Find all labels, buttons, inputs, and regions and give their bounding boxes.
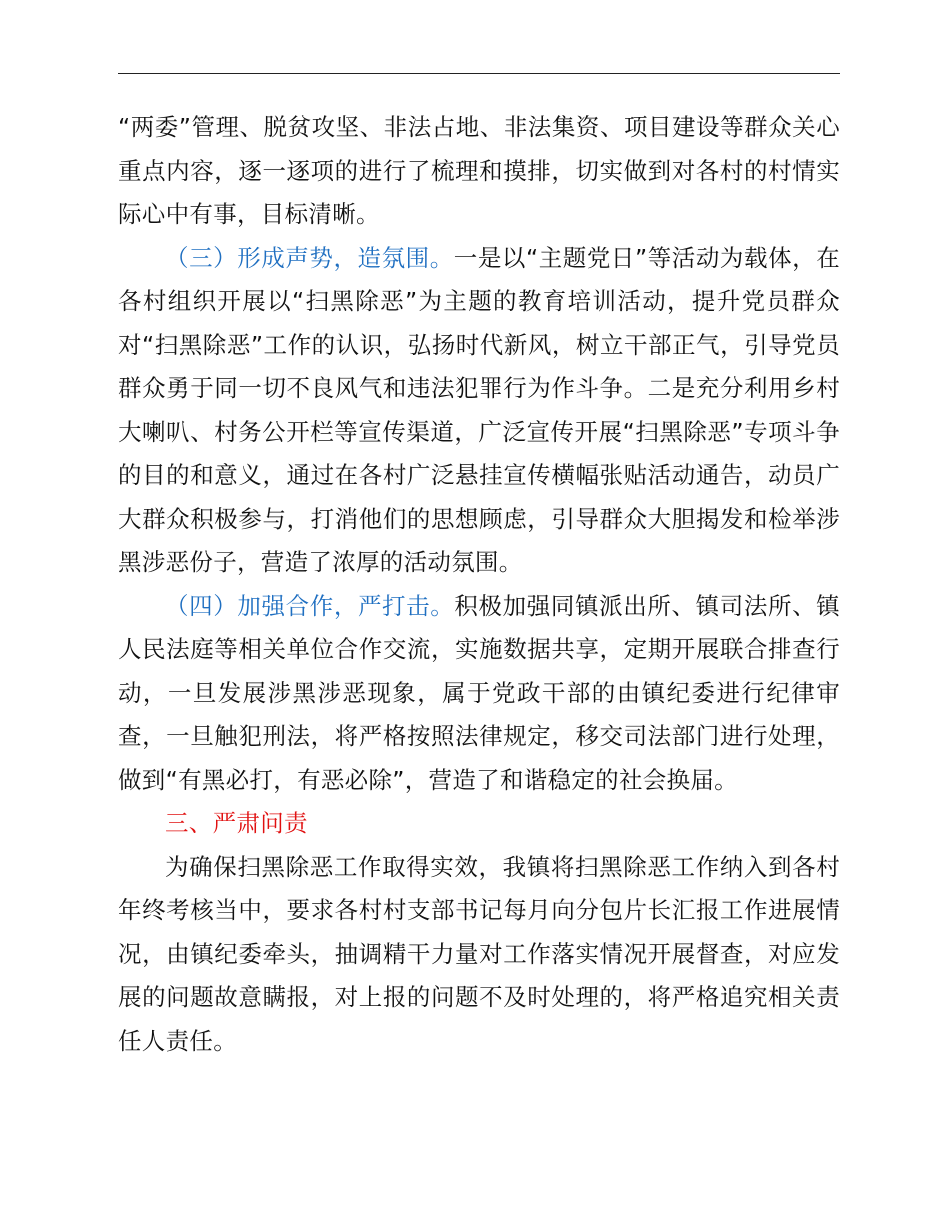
document-body: [118, 106, 840, 1063]
section-heading-accountability: 三、严肃问责: [165, 809, 308, 837]
subheading-form-momentum: （三）形成声势，造氛围。: [165, 243, 454, 272]
paragraph-continuation: “两委”管理、脱贫攻坚、非法占地、非法集资、项目建设等群众关心重点内容，逐一逐项的进行了梳理和摸排，切实做到对各村的村情实际心中有事，目标清晰。: [118, 113, 840, 228]
paragraph-strengthen-cooperation: [118, 585, 840, 803]
paragraph-accountability: 为确保扫黑除恶工作取得实效，我镇将扫黑除恶工作纳入到各村年终考核当中，要求各村村支部书记每月向分包片长汇报工作进展情况，由镇纪委牵头，抽调精干力量对工作落实情况开展督查，对应发展的问题故意瞒报，对上报的问题不及时处理的，将严格追究相关责任人责任。: [118, 852, 840, 1055]
subheading-strengthen-cooperation: （四）加强合作，严打击。: [165, 591, 455, 620]
paragraph-form-momentum-body: 一是以“主题党日”等活动为载体，在各村组织开展以“扫黑除恶”为主题的教育培训活动，提升党员群众对“扫黑除恶”工作的认识，弘扬时代新风，树立干部正气，引导党员群众勇于同一切不良风气和违法犯罪行为作斗争。二是充分利用乡村大喇叭、村务公开栏等宣传渠道，广泛宣传开展“扫黑除恶”专项斗争的目的和意义，通过在各村广泛悬挂宣传横幅张贴活动通告，动员广大群众积极参与，打消他们的思想顾虑，引导群众大胆揭发和检举涉黑涉恶份子，营造了浓厚的活动氛围。: [118, 243, 840, 576]
paragraph-strengthen-cooperation-body: 积极加强同镇派出所、镇司法所、镇人民法庭等相关单位合作交流，实施数据共享，定期开展联合排查行动，一旦发展涉黑涉恶现象，属于党政干部的由镇纪委进行纪律审查，一旦触犯刑法，将严格按照法律规定，移交司法部门进行处理，做到“有黑必打，有恶必除”，营造了和谐稳定的社会换届。: [118, 591, 840, 794]
paragraph-form-momentum: [118, 237, 840, 585]
header-rule: [118, 73, 840, 74]
